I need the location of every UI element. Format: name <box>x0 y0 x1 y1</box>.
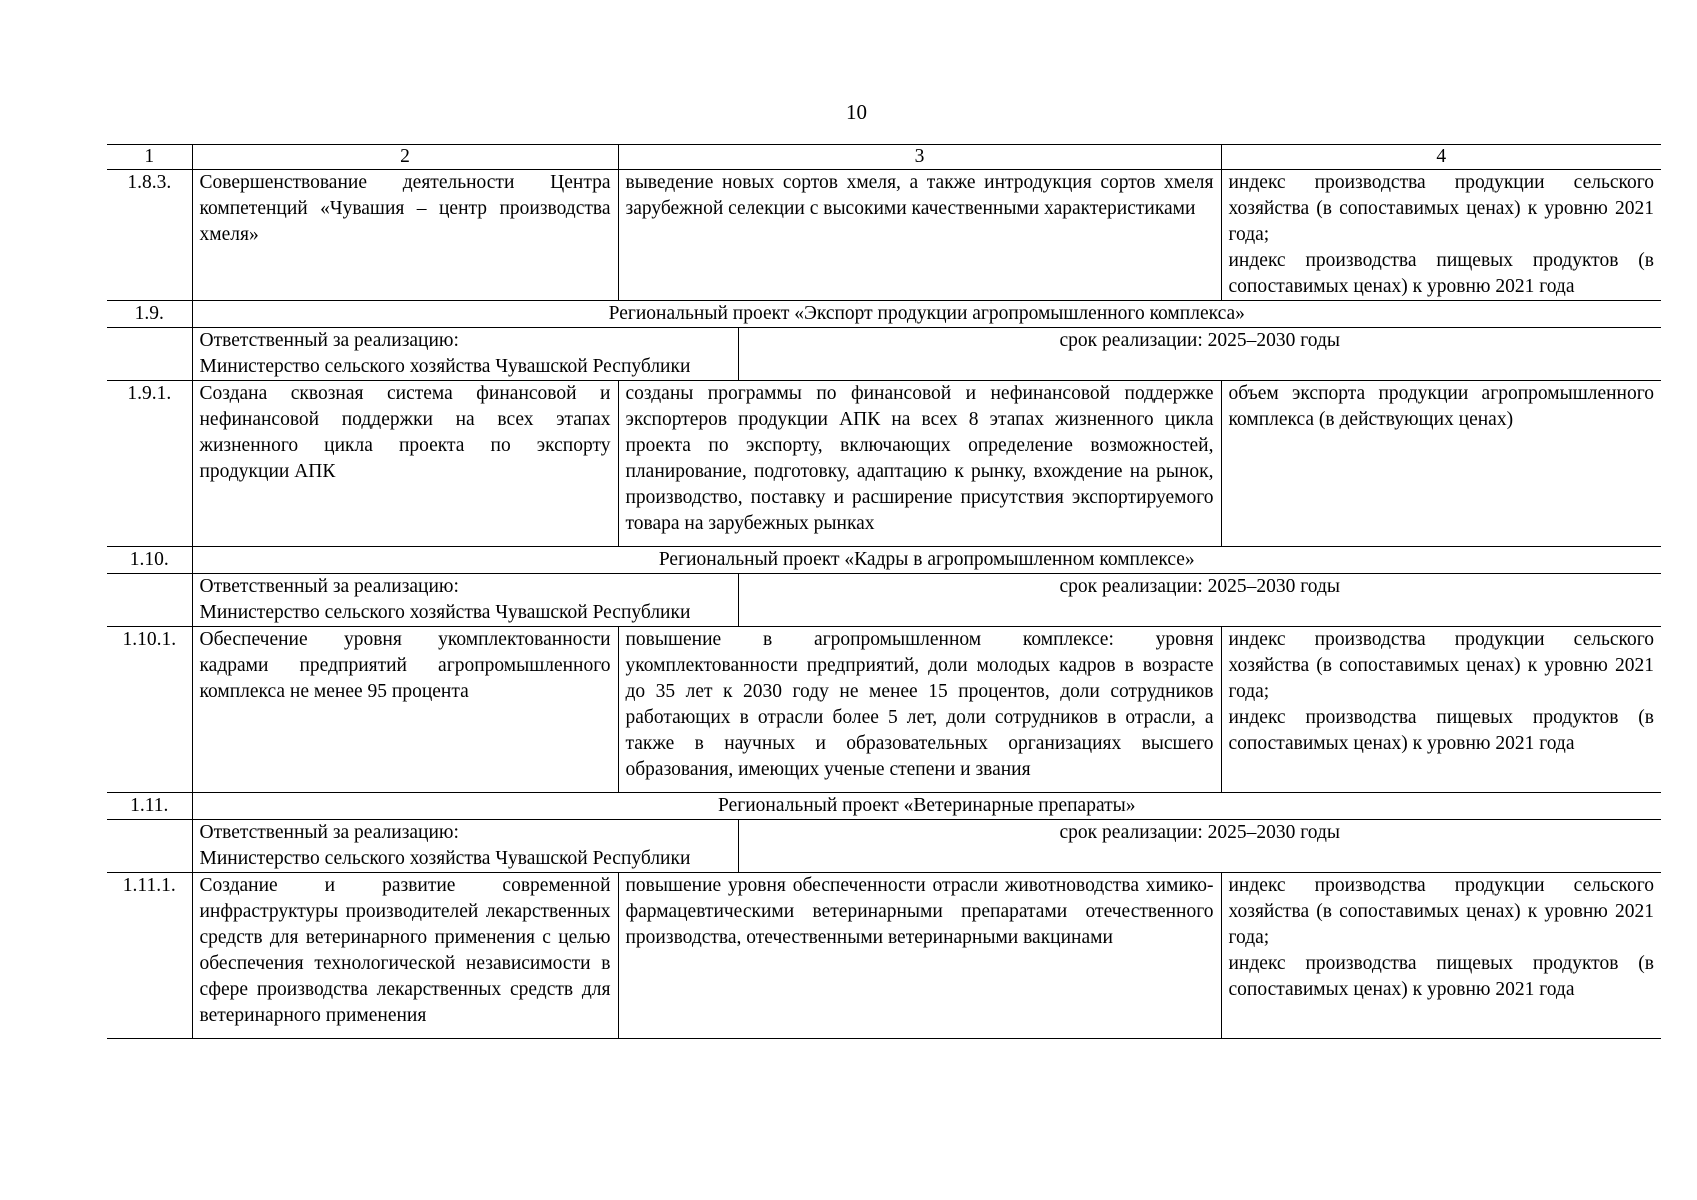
responsible-cell: Ответственный за реализацию: Министерство сельского хозяйства Чувашской Республики <box>192 820 738 873</box>
project-row <box>107 793 1661 820</box>
responsible-empty-cell <box>107 820 192 873</box>
description-cell: выведение новых сортов хмеля, а также интродукция сортов хмеля зарубежной селекции с высокими качественными характеристиками <box>618 170 1221 301</box>
indicators-cell: индекс производства продукции сельского хозяйства (в сопоставимых ценах) к уровню 2021 года; индекс производства пищевых продуктов (в сопоставимых ценах) к уровню 2021 года <box>1221 627 1661 793</box>
measures-table <box>107 144 1661 1039</box>
term-cell: срок реализации: 2025–2030 годы <box>738 574 1661 627</box>
project-number: 1.9. <box>107 301 192 328</box>
header-col-3: 3 <box>618 145 1221 170</box>
measure-row <box>107 381 1661 547</box>
responsible-row <box>107 820 1661 873</box>
measure-row <box>107 170 1661 301</box>
page-number: 10 <box>846 100 867 124</box>
project-number: 1.11. <box>107 793 192 820</box>
header-col-2: 2 <box>192 145 618 170</box>
measure-row <box>107 627 1661 793</box>
task-cell: Создана сквозная система финансовой и нефинансовой поддержки на всех этапах жизненного цикла проекта по экспорту продукции АПК <box>192 381 618 547</box>
description-cell: повышение в агропромышленном комплексе: уровня укомплектованности предприятий, доли молодых кадров в возрасте до 35 лет к 2030 году не менее 15 процентов, доли сотрудников работающих в отрасли более 5 лет, доли сотрудников в отрасли, а также в научных и образовательных организациях высшего образования, имеющих ученые степени и звания <box>618 627 1221 793</box>
header-col-1: 1 <box>107 145 192 170</box>
indicators-cell: объем экспорта продукции агропромышленного комплекса (в действующих ценах) <box>1221 381 1661 547</box>
responsible-row <box>107 328 1661 381</box>
project-number: 1.10. <box>107 547 192 574</box>
row-number: 1.9.1. <box>107 381 192 547</box>
measure-row <box>107 873 1661 1039</box>
project-row <box>107 301 1661 328</box>
task-cell: Совершенствование деятельности Центра компетенций «Чувашия – центр производства хмеля» <box>192 170 618 301</box>
responsible-row <box>107 574 1661 627</box>
responsible-cell: Ответственный за реализацию: Министерство сельского хозяйства Чувашской Республики <box>192 328 738 381</box>
indicators-cell: индекс производства продукции сельского хозяйства (в сопоставимых ценах) к уровню 2021 года; индекс производства пищевых продуктов (в сопоставимых ценах) к уровню 2021 года <box>1221 170 1661 301</box>
row-number: 1.10.1. <box>107 627 192 793</box>
responsible-cell: Ответственный за реализацию: Министерство сельского хозяйства Чувашской Республики <box>192 574 738 627</box>
responsible-empty-cell <box>107 328 192 381</box>
indicators-cell: индекс производства продукции сельского хозяйства (в сопоставимых ценах) к уровню 2021 года; индекс производства пищевых продуктов (в сопоставимых ценах) к уровню 2021 года <box>1221 873 1661 1039</box>
project-title: Региональный проект «Экспорт продукции агропромышленного комплекса» <box>192 301 1661 328</box>
row-number: 1.11.1. <box>107 873 192 1039</box>
project-title: Региональный проект «Ветеринарные препараты» <box>192 793 1661 820</box>
term-cell: срок реализации: 2025–2030 годы <box>738 328 1661 381</box>
responsible-empty-cell <box>107 574 192 627</box>
row-number: 1.8.3. <box>107 170 192 301</box>
project-title: Региональный проект «Кадры в агропромышленном комплексе» <box>192 547 1661 574</box>
description-cell: созданы программы по финансовой и нефинансовой поддержке экспортеров продукции АПК на всех 8 этапах жизненного цикла проекта по экспорту, включающих определение возможностей, планирование, подготовку, адаптацию к рынку, вхождение на рынок, производство, поставку и расширение присутствия экспортируемого товара на зарубежных рынках <box>618 381 1221 547</box>
task-cell: Обеспечение уровня укомплектованности кадрами предприятий агропромышленного комплекса не менее 95 процента <box>192 627 618 793</box>
table-header-row <box>107 145 1661 170</box>
task-cell: Создание и развитие современной инфраструктуры производителей лекарственных средств для ветеринарного применения с целью обеспечения технологической независимости в сфере производства лекарственных средств для ветеринарного применения <box>192 873 618 1039</box>
project-row <box>107 547 1661 574</box>
term-cell: срок реализации: 2025–2030 годы <box>738 820 1661 873</box>
description-cell: повышение уровня обеспеченности отрасли животноводства химико-фармацевтическими ветеринарными препаратами отечественного производства, отечественными ветеринарными вакцинами <box>618 873 1221 1039</box>
header-col-4: 4 <box>1221 145 1661 170</box>
